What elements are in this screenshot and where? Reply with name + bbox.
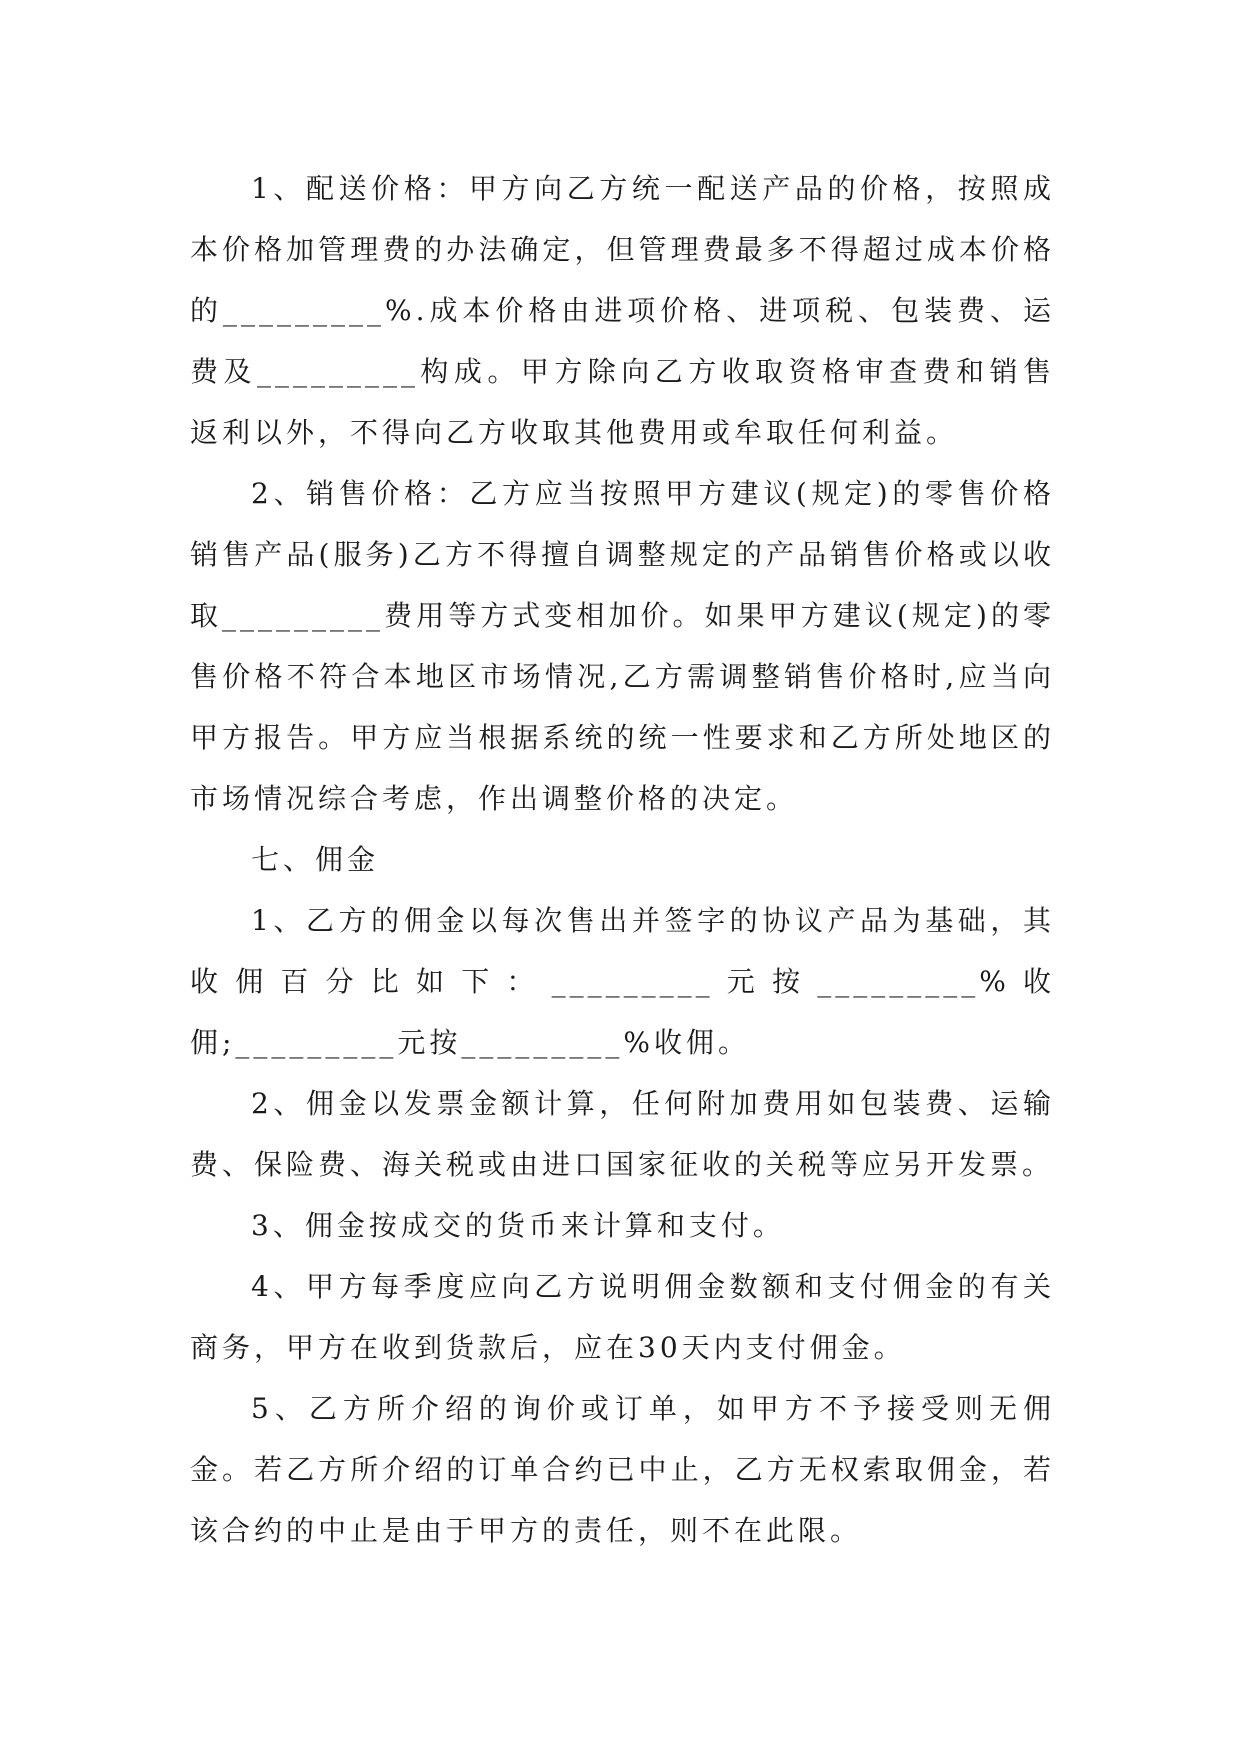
paragraph-commission-currency: 3、佣金按成交的货币来计算和支付。 <box>251 1209 785 1242</box>
section-heading-commission: 七、佣金 <box>251 843 380 876</box>
document-body <box>190 158 1055 1561</box>
paragraph-commission-orders: 5、乙方所介绍的询价或订单，如甲方不予接受则无佣金。若乙方所介绍的订单合约已中止，乙方无权索取佣金，若该合约的中止是由于甲方的责任，则不在此限。 <box>190 1392 1055 1547</box>
paragraph-sales-price: 2、销售价格：乙方应当按照甲方建议(规定)的零售价格销售产品(服务)乙方不得擅自调整规定的产品销售价格或以收取_________费用等方式变相加价。如果甲方建议(规定)的零售价格不符合本地区市场情况,乙方需调整销售价格时,应当向甲方报告。甲方应当根据系统的统一性要求和乙方所处地区的市场情况综合考虑，作出调整价格的决定。 <box>190 477 1055 815</box>
paragraph-commission-invoice: 2、佣金以发票金额计算，任何附加费用如包装费、运输费、保险费、海关税或由进口国家征收的关税等应另开发票。 <box>190 1087 1055 1181</box>
paragraph-commission-payment: 4、甲方每季度应向乙方说明佣金数额和支付佣金的有关商务，甲方在收到货款后，应在30天内支付佣金。 <box>190 1270 1055 1364</box>
paragraph-commission-basis: 1、乙方的佣金以每次售出并签字的协议产品为基础，其收佣百分比如下：_________元按_________%收佣;_________元按_________%收佣。 <box>190 904 1055 1059</box>
paragraph-delivery-price: 1、配送价格：甲方向乙方统一配送产品的价格，按照成本价格加管理费的办法确定，但管理费最多不得超过成本价格的_________%.成本价格由进项价格、进项税、包装费、运费及_________构成。甲方除向乙方收取资格审查费和销售返利以外，不得向乙方收取其他费用或牟取任何利益。 <box>190 172 1055 449</box>
